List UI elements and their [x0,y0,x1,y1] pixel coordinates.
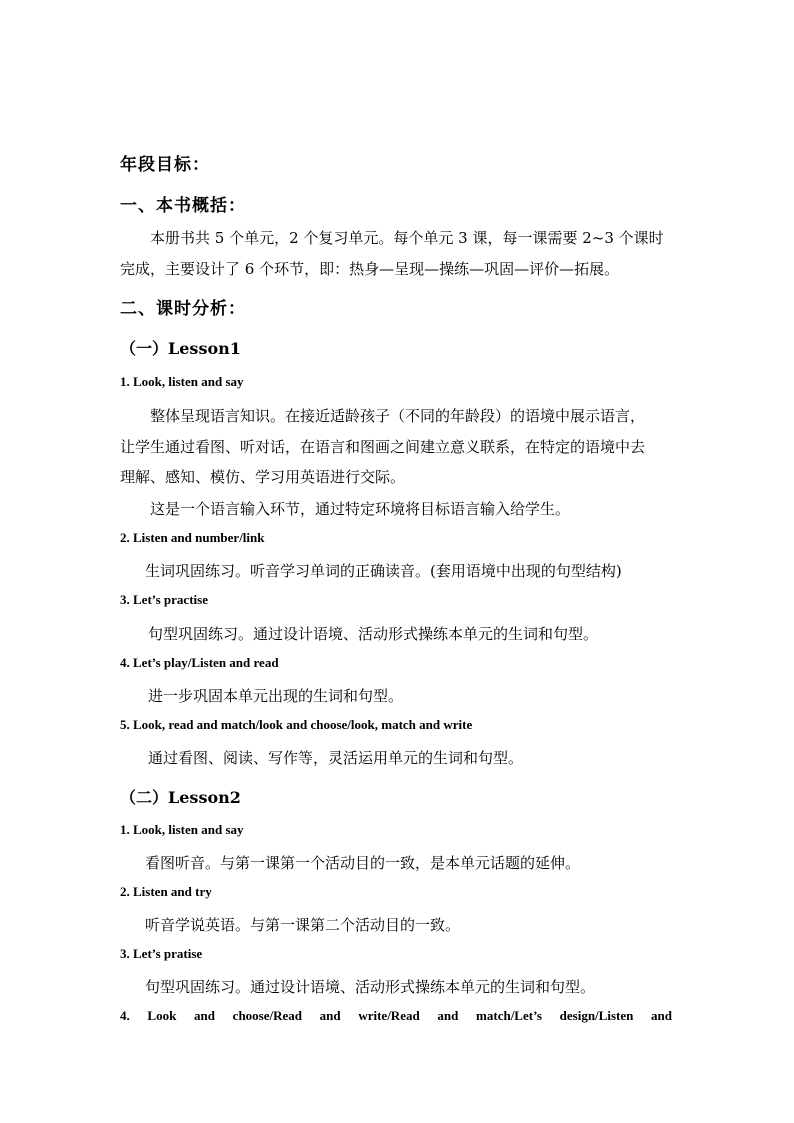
lesson2-item-3-label: 3. Let’s pratise [120,946,203,961]
section-heading-lesson-analysis: 二、课时分析： [120,299,246,319]
lesson1-item-1-line-2: 让学生通过看图、听对话，在语言和图画之间建立意义联系，在特定的语境中去 [120,438,646,456]
lesson2-item-2-line-1: 听音学说英语。与第一课第二个活动目的一致。 [145,916,461,934]
lesson1-item-5-label: 5. Look, read and match/look and choose/look, match and write [120,717,473,732]
lesson1-item-5-line-1: 通过看图、阅读、写作等，灵活运用单元的生词和句型。 [148,749,524,767]
lesson1-item-2-line-1: 生词巩固练习。听音学习单词的正确读音。(套用语境中出现的句型结构) [145,562,622,580]
lesson2-item-4-label: 4. Look and choose/Read and write/Read and match/Let’s design/Listen and [120,1008,672,1023]
lesson2-item-3-line-1: 句型巩固练习。通过设计语境、活动形式操练本单元的生词和句型。 [145,978,596,996]
lesson1-item-1-line-3: 理解、感知、模仿、学习用英语进行交际。 [120,468,406,486]
lesson2-item-1-line-1: 看图听音。与第一课第一个活动目的一致，是本单元话题的延伸。 [145,854,581,872]
lesson1-item-3-line-1: 句型巩固练习。通过设计语境、活动形式操练本单元的生词和句型。 [148,625,599,643]
lesson2-item-2-label: 2. Listen and try [120,884,212,899]
overview-paragraph-line-1: 本册书共 5 个单元，2 个复习单元。每个单元 3 课，每一课需要 2~3 个课时 [150,229,664,247]
lesson1-item-4-label: 4. Let’s play/Listen and read [120,655,279,670]
lesson1-item-4-line-1: 进一步巩固本单元出现的生词和句型。 [148,687,404,705]
section-heading-overview: 一、本书概括： [120,196,246,216]
lesson1-item-1-line-1: 整体呈现语言知识。在接近适龄孩子（不同的年龄段）的语境中展示语言， [150,407,646,425]
lesson1-item-3-label: 3. Let’s practise [120,592,208,607]
page-title: 年段目标： [120,155,210,175]
lesson1-item-1-label: 1. Look, listen and say [120,374,244,389]
lesson1-item-2-label: 2. Listen and number/link [120,530,265,545]
lesson2-item-1-label: 1. Look, listen and say [120,822,244,837]
lesson1-item-1-line-4: 这是一个语言输入环节，通过特定环境将目标语言输入给学生。 [150,500,571,518]
overview-paragraph-line-2: 完成，主要设计了 6 个环节，即：热身—呈现—操练—巩固—评价—拓展。 [120,260,620,278]
lesson1-heading: （一）Lesson1 [120,339,241,358]
lesson2-heading: （二）Lesson2 [120,788,241,807]
